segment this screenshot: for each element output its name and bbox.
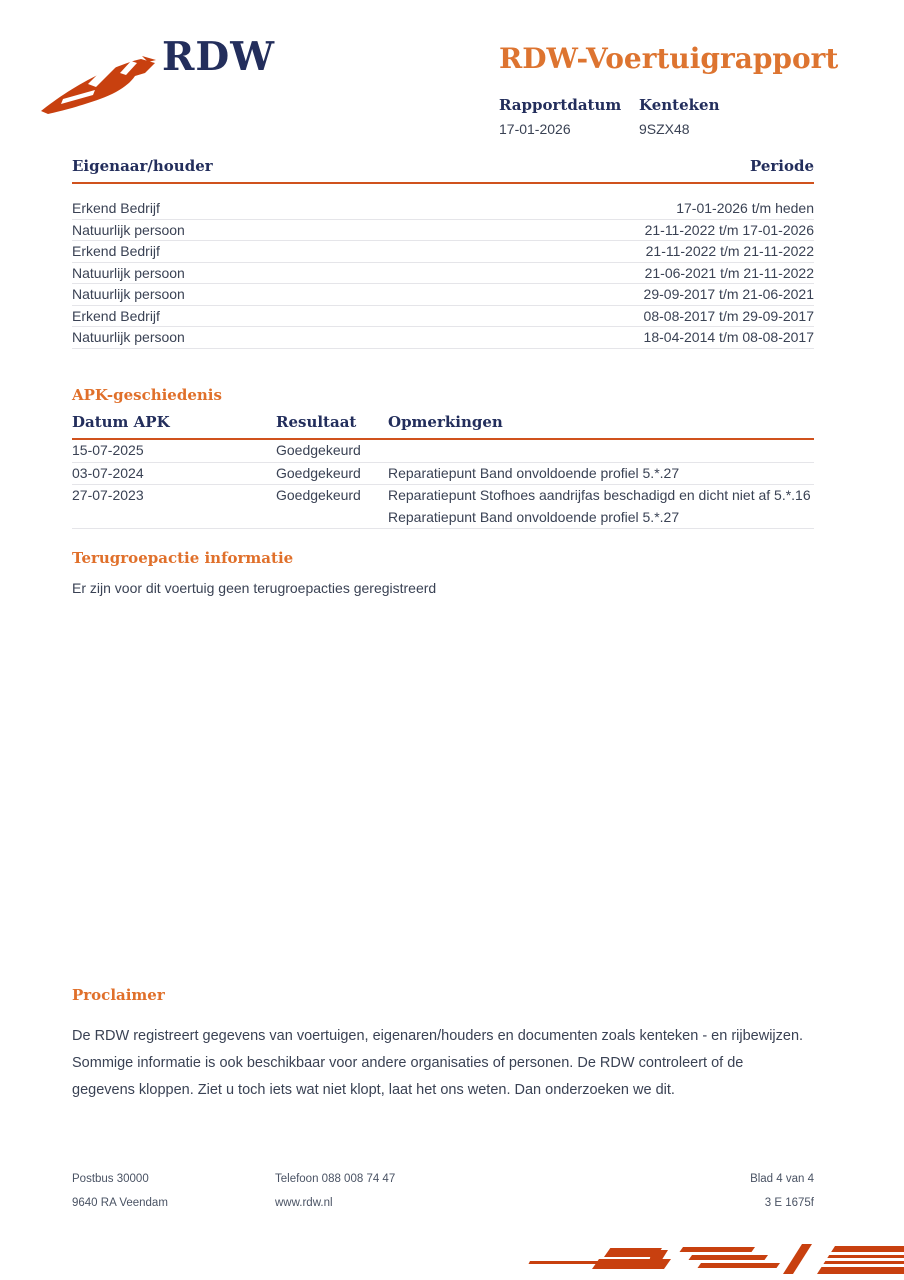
apk-date: 27-07-2023: [72, 487, 144, 503]
table-row: [72, 327, 814, 349]
owner-period: 17-01-2026 t/m heden: [676, 200, 814, 217]
table-row: [72, 220, 814, 242]
owner-type: Natuurlijk persoon: [72, 264, 185, 281]
table-row: [72, 306, 814, 328]
apk-date: 15-07-2025: [72, 442, 144, 458]
apk-result: Goedgekeurd: [276, 487, 361, 503]
proclaimer-section: [72, 986, 808, 1104]
apk-remark-line: Reparatiepunt Stofhoes aandrijfas beschadigd en dicht niet af 5.*.16: [388, 487, 811, 503]
owner-period: 21-11-2022 t/m 21-11-2022: [645, 243, 814, 260]
recall-status-text: Er zijn voor dit voertuig geen terugroepacties geregistreerd: [72, 580, 437, 596]
report-date-label: Rapportdatum: [499, 96, 622, 114]
recall-info-section: [72, 549, 814, 596]
table-row: [72, 463, 814, 486]
page-footer: [72, 1167, 814, 1215]
license-plate-label: Kenteken: [639, 96, 720, 114]
apk-result: Goedgekeurd: [276, 464, 361, 481]
apk-remarks-column-header: Opmerkingen: [388, 413, 503, 431]
owner-period: 08-08-2017 t/m 29-09-2017: [643, 307, 814, 324]
rdw-feather-logo-icon: [38, 50, 166, 120]
license-plate-block: [639, 96, 719, 137]
owner-type: Erkend Bedrijf: [72, 307, 160, 324]
report-meta: [499, 96, 719, 137]
table-row: [72, 241, 814, 263]
apk-section-heading: APK-geschiedenis: [72, 386, 222, 404]
report-date-block: [499, 96, 639, 137]
owner-type: Natuurlijk persoon: [72, 221, 185, 238]
owner-column-header: Eigenaar/houder: [72, 157, 213, 175]
footer-row: [72, 1191, 814, 1215]
owner-table-header: [72, 157, 814, 184]
owner-type: Natuurlijk persoon: [72, 329, 185, 346]
license-plate-value: 9SZX48: [639, 121, 690, 137]
apk-date-column-header: Datum APK: [72, 413, 170, 431]
apk-date: 03-07-2024: [72, 464, 144, 481]
owner-type: Erkend Bedrijf: [72, 200, 160, 217]
footer-website: www.rdw.nl: [275, 1197, 333, 1209]
apk-table-header: [72, 413, 814, 440]
apk-table-body: [72, 440, 814, 529]
apk-remark-line: Reparatiepunt Band onvoldoende profiel 5.*.27: [388, 464, 680, 481]
footer-row: [72, 1167, 814, 1191]
owner-type: Erkend Bedrijf: [72, 243, 160, 260]
owner-period: 29-09-2017 t/m 21-06-2021: [643, 286, 814, 303]
table-row: [72, 284, 814, 306]
rdw-logo-text: RDW: [162, 34, 276, 80]
report-date-value: 17-01-2026: [499, 121, 571, 137]
proclaimer-heading: Proclaimer: [72, 986, 165, 1004]
apk-history-section: [72, 386, 814, 529]
apk-remarks: [388, 463, 814, 485]
table-row: [72, 198, 814, 220]
owner-period: 21-11-2022 t/m 17-01-2026: [644, 221, 814, 238]
owner-history-section: [72, 157, 814, 349]
proclaimer-text: De RDW registreert gegevens van voertuigen, eigenaren/houders en documenten zoals kenteken - en rijbewijzen. Sommige informatie is ook beschikbaar voor andere organisaties of personen. De RDW controleert of de gegevens kloppen. Ziet u toch iets wat niet klopt, laat het ons weten. Dan onderzoeken we dit.: [72, 1028, 804, 1098]
apk-remarks: [388, 485, 814, 528]
rdw-speed-stripes-graphic-icon: [512, 1240, 904, 1280]
table-row: [72, 263, 814, 285]
footer-address-line1: Postbus 30000: [72, 1173, 149, 1185]
owner-type: Natuurlijk persoon: [72, 286, 185, 303]
period-column-header: Periode: [749, 157, 814, 175]
owner-period: 18-04-2014 t/m 08-08-2017: [643, 329, 814, 346]
footer-address-line2: 9640 RA Veendam: [72, 1197, 168, 1209]
recall-section-heading: Terugroepactie informatie: [72, 549, 294, 567]
footer-phone: Telefoon 088 008 74 47: [275, 1173, 396, 1185]
page-title: RDW-Voertuigrapport: [499, 42, 839, 75]
owner-table-body: [72, 198, 814, 349]
apk-result-column-header: Resultaat: [276, 413, 357, 431]
footer-page-indicator: Blad 4 van 4: [750, 1173, 814, 1185]
footer-form-code: 3 E 1675f: [764, 1197, 814, 1209]
apk-result: Goedgekeurd: [276, 442, 361, 458]
table-row: [72, 440, 814, 463]
apk-remark-line: Reparatiepunt Band onvoldoende profiel 5.*.27: [388, 508, 680, 525]
owner-period: 21-06-2021 t/m 21-11-2022: [644, 264, 814, 281]
table-row: [72, 485, 814, 529]
